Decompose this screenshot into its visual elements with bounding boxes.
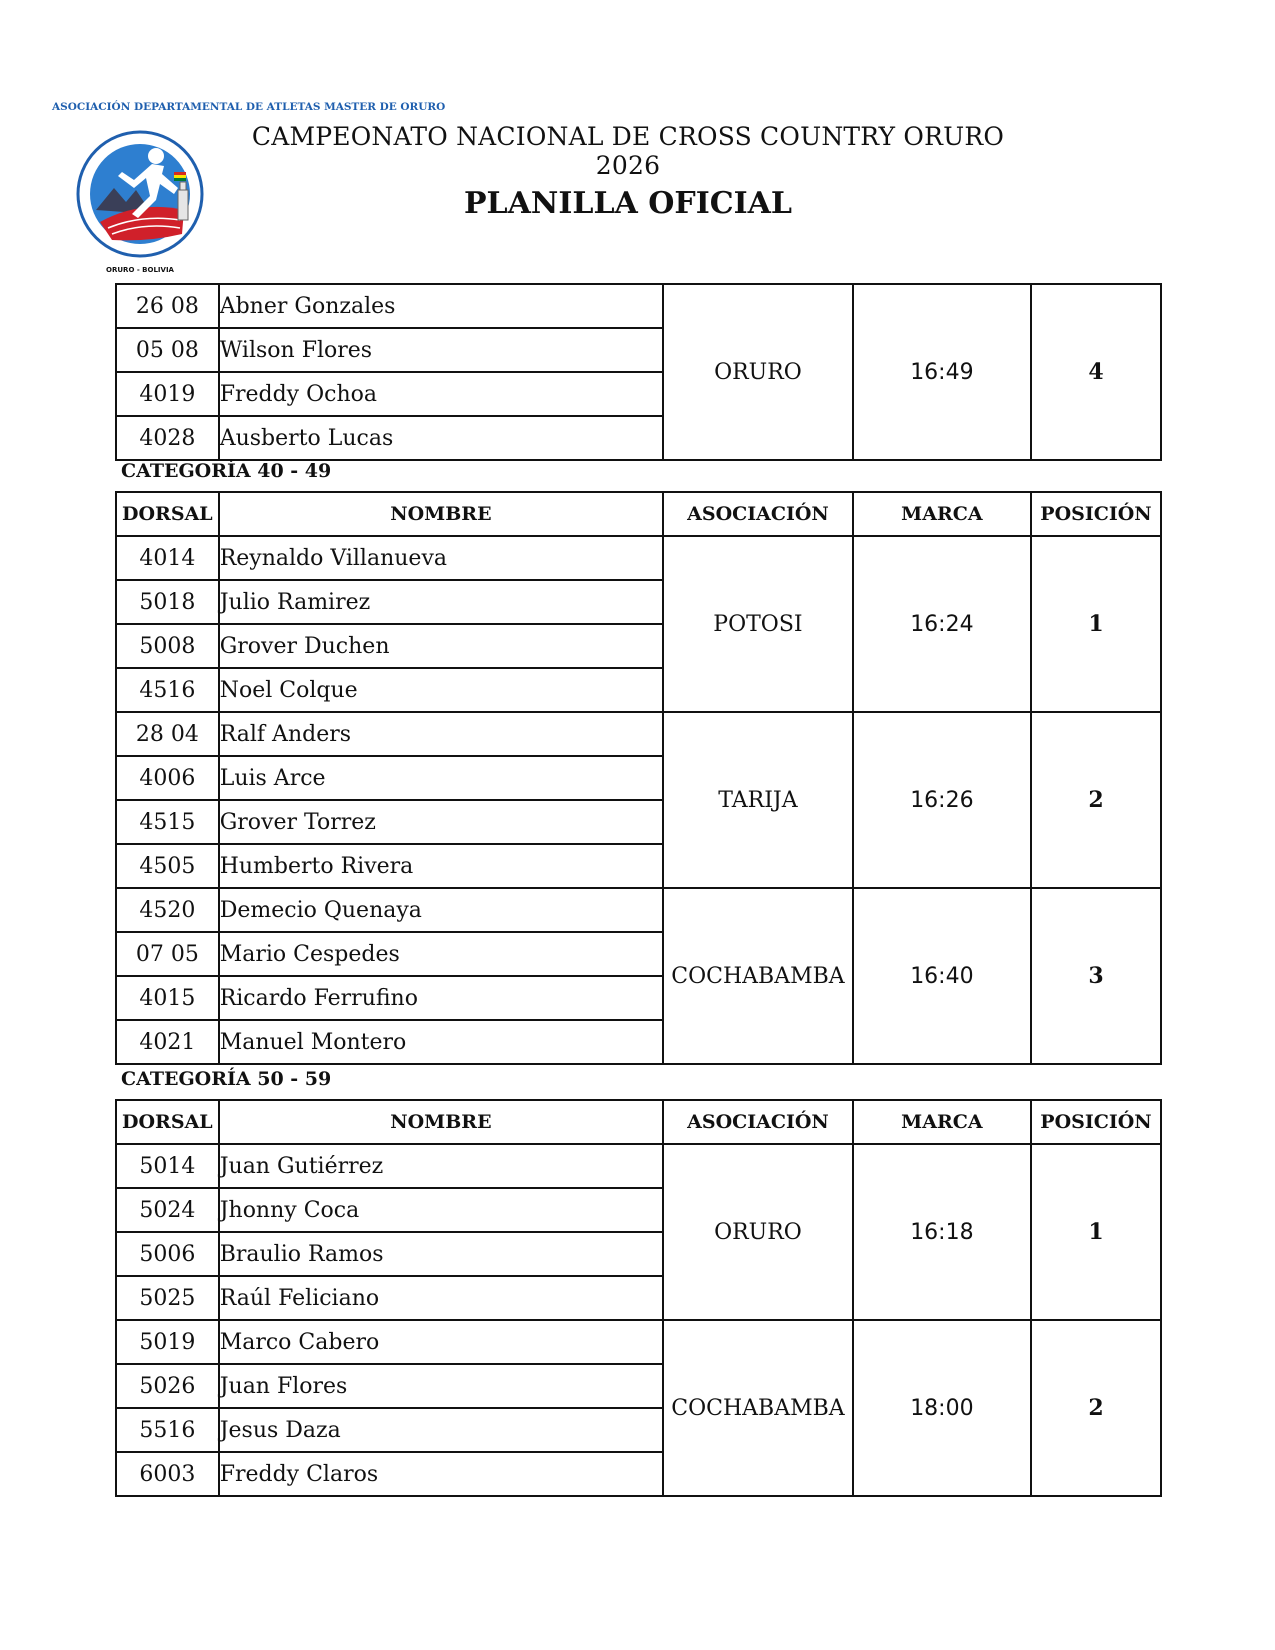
athlete-name: Mario Cespedes: [219, 932, 663, 976]
results-table: [115, 283, 1162, 461]
table-row: [116, 1320, 1161, 1364]
athlete-name: Braulio Ramos: [219, 1232, 663, 1276]
column-header-nombre: NOMBRE: [219, 1100, 663, 1144]
table-row: [116, 284, 1161, 328]
column-header-marca: MARCA: [853, 492, 1031, 536]
athlete-name: Ralf Anders: [219, 712, 663, 756]
dorsal-cell: 5008: [116, 624, 219, 668]
dorsal-cell: 4006: [116, 756, 219, 800]
athlete-name: Reynaldo Villanueva: [219, 536, 663, 580]
dorsal-cell: 5024: [116, 1188, 219, 1232]
athlete-name: Raúl Feliciano: [219, 1276, 663, 1320]
column-header-asociacion: ASOCIACIÓN: [663, 1100, 853, 1144]
athlete-name: Juan Flores: [219, 1364, 663, 1408]
athlete-name: Ricardo Ferrufino: [219, 976, 663, 1020]
column-header-nombre: NOMBRE: [219, 492, 663, 536]
category-label: CATEGORÍA 40 - 49: [121, 460, 332, 482]
category-label: CATEGORÍA 50 - 59: [121, 1068, 332, 1090]
athlete-name: Luis Arce: [219, 756, 663, 800]
dorsal-cell: 6003: [116, 1452, 219, 1496]
dorsal-cell: 28 04: [116, 712, 219, 756]
athlete-name: Humberto Rivera: [219, 844, 663, 888]
table-row: [116, 1144, 1161, 1188]
dorsal-cell: 5014: [116, 1144, 219, 1188]
dorsal-cell: 4520: [116, 888, 219, 932]
mark-cell: 16:24: [853, 536, 1031, 712]
column-header-asociacion: ASOCIACIÓN: [663, 492, 853, 536]
dorsal-cell: 5019: [116, 1320, 219, 1364]
athlete-name: Grover Torrez: [219, 800, 663, 844]
athlete-name: Demecio Quenaya: [219, 888, 663, 932]
athlete-name: Noel Colque: [219, 668, 663, 712]
column-header-dorsal: DORSAL: [116, 492, 219, 536]
athlete-name: Freddy Claros: [219, 1452, 663, 1496]
results-table: [115, 1099, 1162, 1497]
position-cell: 1: [1031, 536, 1161, 712]
dorsal-cell: 4019: [116, 372, 219, 416]
dorsal-cell: 5018: [116, 580, 219, 624]
dorsal-cell: 5025: [116, 1276, 219, 1320]
results-block-40-49: [115, 491, 1162, 1065]
athlete-name: Ausberto Lucas: [219, 416, 663, 460]
athlete-name: Grover Duchen: [219, 624, 663, 668]
dorsal-cell: 05 08: [116, 328, 219, 372]
athlete-name: Marco Cabero: [219, 1320, 663, 1364]
dorsal-cell: 4505: [116, 844, 219, 888]
dorsal-cell: 4516: [116, 668, 219, 712]
athlete-name: Manuel Montero: [219, 1020, 663, 1064]
sheet-title: PLANILLA OFICIAL: [463, 186, 793, 221]
position-cell: 2: [1031, 712, 1161, 888]
association-cell: COCHABAMBA: [663, 1320, 853, 1496]
dorsal-cell: 4015: [116, 976, 219, 1020]
athlete-name: Freddy Ochoa: [219, 372, 663, 416]
event-title: CAMPEONATO NACIONAL DE CROSS COUNTRY ORURO 2026: [251, 122, 1005, 180]
column-header-posicion: POSICIÓN: [1031, 1100, 1161, 1144]
dorsal-cell: 4028: [116, 416, 219, 460]
athlete-name: Wilson Flores: [219, 328, 663, 372]
position-cell: 2: [1031, 1320, 1161, 1496]
dorsal-cell: 4515: [116, 800, 219, 844]
column-header-posicion: POSICIÓN: [1031, 492, 1161, 536]
results-table: [115, 491, 1162, 1065]
association-cell: TARIJA: [663, 712, 853, 888]
dorsal-cell: 26 08: [116, 284, 219, 328]
dorsal-cell: 4021: [116, 1020, 219, 1064]
dorsal-cell: 5516: [116, 1408, 219, 1452]
athlete-name: Jhonny Coca: [219, 1188, 663, 1232]
association-cell: ORURO: [663, 1144, 853, 1320]
table-row: [116, 712, 1161, 756]
table-header-row: [116, 492, 1161, 536]
table-header-row: [116, 1100, 1161, 1144]
dorsal-cell: 4014: [116, 536, 219, 580]
mark-cell: 16:40: [853, 888, 1031, 1064]
mark-cell: 16:26: [853, 712, 1031, 888]
position-cell: 3: [1031, 888, 1161, 1064]
association-cell: COCHABAMBA: [663, 888, 853, 1064]
mark-cell: 16:18: [853, 1144, 1031, 1320]
position-cell: 1: [1031, 1144, 1161, 1320]
association-cell: POTOSI: [663, 536, 853, 712]
results-block-50-59: [115, 1099, 1162, 1497]
mark-cell: 16:49: [853, 284, 1031, 460]
results-block-continued: [115, 283, 1162, 461]
association-cell: ORURO: [663, 284, 853, 460]
association-logo-graphic: [52, 101, 446, 286]
athlete-name: Julio Ramirez: [219, 580, 663, 624]
column-header-marca: MARCA: [853, 1100, 1031, 1144]
mark-cell: 18:00: [853, 1320, 1031, 1496]
column-header-dorsal: DORSAL: [116, 1100, 219, 1144]
logo-arc-text: ASOCIACIÓN DEPARTAMENTAL DE ATLETAS MASTER DE ORURO: [52, 101, 446, 113]
association-logo: [52, 101, 446, 286]
athlete-name: Jesus Daza: [219, 1408, 663, 1452]
table-row: [116, 536, 1161, 580]
table-row: [116, 888, 1161, 932]
position-cell: 4: [1031, 284, 1161, 460]
dorsal-cell: 07 05: [116, 932, 219, 976]
athlete-name: Juan Gutiérrez: [219, 1144, 663, 1188]
dorsal-cell: 5026: [116, 1364, 219, 1408]
athlete-name: Abner Gonzales: [219, 284, 663, 328]
logo-bottom-text: ORURO - BOLIVIA: [106, 266, 174, 274]
dorsal-cell: 5006: [116, 1232, 219, 1276]
